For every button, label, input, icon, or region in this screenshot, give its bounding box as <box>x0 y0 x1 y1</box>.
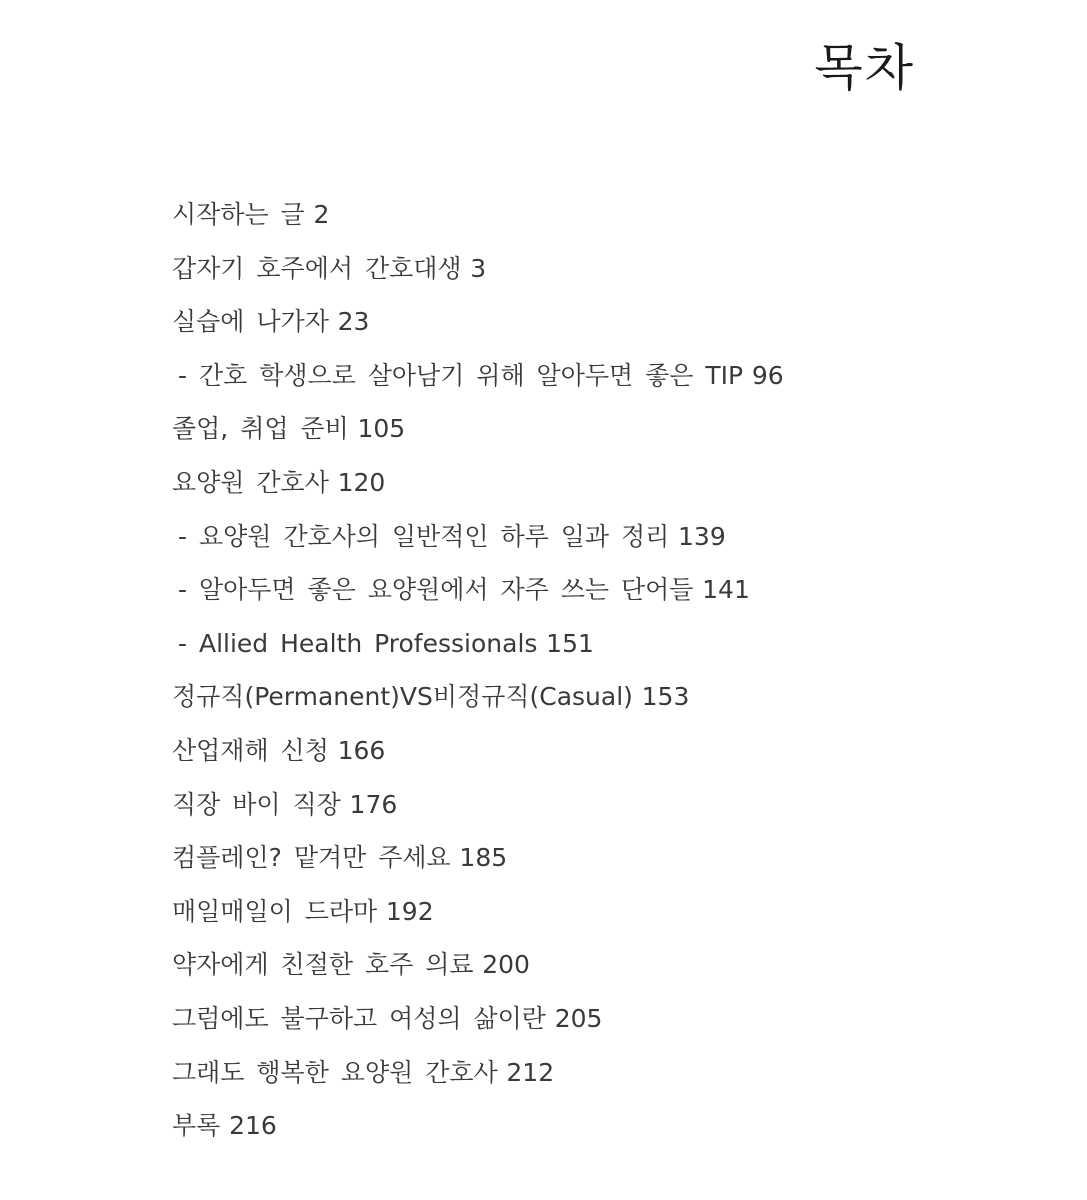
toc-entry[interactable] <box>172 188 1032 242</box>
page-title: 목차 <box>814 39 915 97</box>
toc-entry[interactable] <box>172 885 1032 939</box>
toc-entry[interactable] <box>172 670 1032 724</box>
toc-entry-label: 매일매일이 드라마 <box>172 896 378 926</box>
toc-entry-label: 컴플레인? 맡겨만 주세요 <box>172 843 451 873</box>
toc-entry-page: 141 <box>702 575 750 605</box>
toc-entry-label: 그럼에도 불구하고 여성의 삶이란 <box>172 1003 546 1033</box>
toc-entry-page: 23 <box>337 307 370 337</box>
toc-entry[interactable] <box>172 1046 1032 1100</box>
toc-entry[interactable] <box>172 402 1032 456</box>
toc-entry-label: - 간호 학생으로 살아남기 위해 알아두면 좋은 TIP <box>178 360 744 390</box>
toc-entry-label: 산업재해 신청 <box>172 735 329 765</box>
toc-entry-page: 105 <box>357 414 406 444</box>
toc-entry-page: 3 <box>470 253 487 283</box>
toc-entry[interactable] <box>172 938 1032 992</box>
toc-subentry[interactable] <box>172 563 1032 617</box>
toc-entry[interactable] <box>172 724 1032 778</box>
toc-entry-page: 216 <box>229 1111 277 1141</box>
toc-entry-page: 205 <box>554 1003 603 1033</box>
toc-subentry[interactable] <box>172 510 1032 564</box>
toc-entry-page: 151 <box>546 628 594 658</box>
toc-entry-label: 실습에 나가자 <box>172 307 329 337</box>
toc-entry-label: 부록 <box>172 1111 221 1141</box>
toc-entry[interactable] <box>172 1099 1032 1153</box>
toc-entry-label: 시작하는 글 <box>172 200 305 229</box>
toc-entry-page: 120 <box>337 467 386 497</box>
toc-entry-label: 갑자기 호주에서 간호대생 <box>172 253 462 283</box>
toc-entry-label: 정규직(Permanent)VS비정규직(Casual) <box>172 682 633 712</box>
toc-subentry[interactable] <box>172 349 1032 403</box>
toc-entry-label: - 요양원 간호사의 일반적인 하루 일과 정리 <box>178 521 670 551</box>
toc-entry-page: 212 <box>506 1057 555 1087</box>
toc-subentry[interactable] <box>172 617 1032 671</box>
toc-entry-page: 2 <box>313 200 330 229</box>
toc-entry-page: 176 <box>349 789 398 819</box>
toc-entry-page: 139 <box>678 521 726 551</box>
toc-entry[interactable] <box>172 456 1032 510</box>
toc-entry[interactable] <box>172 831 1032 885</box>
toc-entry-label: - 알아두면 좋은 요양원에서 자주 쓰는 단어들 <box>178 575 694 605</box>
toc-entry[interactable] <box>172 778 1032 832</box>
toc-entry-page: 166 <box>337 735 386 765</box>
toc-entry[interactable] <box>172 242 1032 296</box>
toc-entry-page: 96 <box>751 360 784 390</box>
toc-entry[interactable] <box>172 295 1032 349</box>
toc-entry-page: 185 <box>459 843 508 873</box>
toc-entry-page: 153 <box>641 682 690 712</box>
toc-entry-page: 200 <box>482 950 530 980</box>
toc-list <box>172 188 1032 1153</box>
toc-entry-label: 약자에게 친절한 호주 의료 <box>172 950 474 980</box>
toc-entry-label: 직장 바이 직장 <box>172 789 341 819</box>
toc-entry-page: 192 <box>385 896 434 926</box>
toc-entry-label: 졸업, 취업 준비 <box>172 414 349 444</box>
toc-entry-label: - Allied Health Professionals <box>178 628 538 658</box>
toc-entry-label: 그래도 행복한 요양원 간호사 <box>172 1057 498 1087</box>
toc-entry-label: 요양원 간호사 <box>172 467 329 497</box>
toc-entry[interactable] <box>172 992 1032 1046</box>
